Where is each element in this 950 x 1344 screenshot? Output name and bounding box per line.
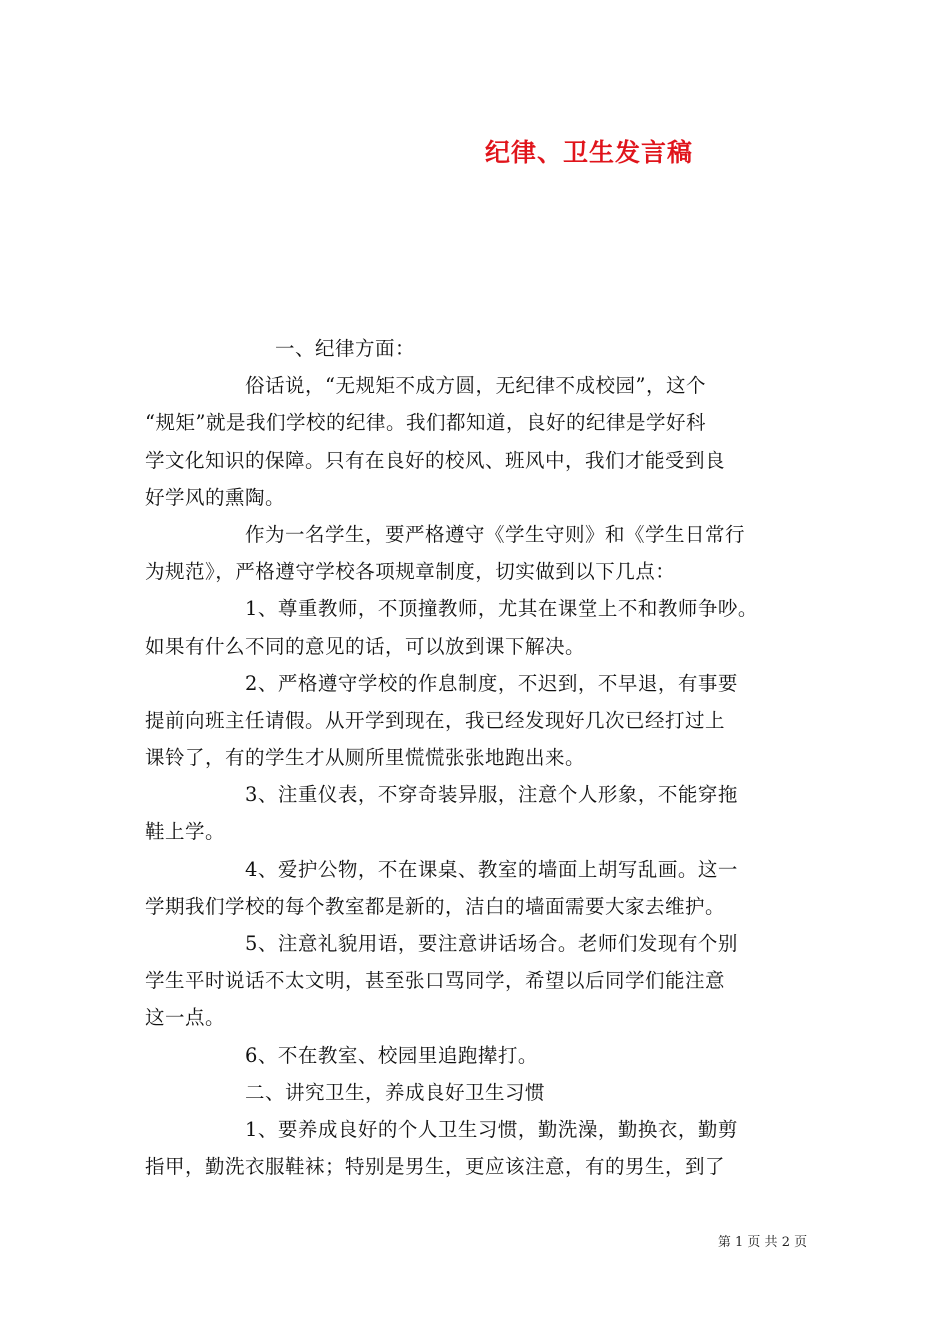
- paragraph-line: 好学风的熏陶。: [145, 485, 286, 509]
- list-item-line: 这一点。: [145, 1006, 226, 1030]
- list-item-line: 1、尊重教师，不顶撞教师，尤其在课堂上不和教师争吵。: [245, 597, 758, 621]
- paragraph-line: 为规范》，严格遵守学校各项规章制度，切实做到以下几点：: [145, 560, 676, 584]
- list-item-line: 课铃了，有的学生才从厕所里慌慌张张地跑出来。: [145, 746, 586, 770]
- list-item-line: 3、注重仪表，不穿奇装异服，注意个人形象，不能穿拖: [245, 783, 738, 807]
- document-body: [145, 330, 817, 1185]
- list-item-line: 2、严格遵守学校的作息制度，不迟到，不早退，有事要: [245, 671, 738, 695]
- list-item-line: 4、爱护公物，不在课桌、教室的墙面上胡写乱画。这一: [245, 857, 738, 881]
- list-item-line: 鞋上学。: [145, 820, 226, 844]
- list-item-line: 6、不在教室、校园里追跑撵打。: [245, 1043, 538, 1067]
- section-heading: 二、讲究卫生，养成良好卫生习惯: [245, 1080, 546, 1104]
- paragraph-line: 学文化知识的保障。只有在良好的校风、班风中，我们才能受到良: [145, 448, 726, 472]
- paragraph-line: 作为一名学生，要严格遵守《学生守则》和《学生日常行: [245, 522, 746, 546]
- section-heading: 一、纪律方面：: [275, 337, 416, 360]
- paragraph-line: “规矩”就是我们学校的纪律。我们都知道，良好的纪律是学好科: [145, 411, 706, 435]
- list-item-line: 指甲，勤洗衣服鞋袜；特别是男生，更应该注意，有的男生，到了: [145, 1155, 726, 1179]
- page-number-footer: 第 1 页 共 2 页: [717, 1235, 808, 1250]
- list-item-line: 如果有什么不同的意见的话，可以放到课下解决。: [145, 634, 586, 658]
- list-item-line: 学期我们学校的每个教室都是新的，洁白的墙面需要大家去维护。: [145, 894, 726, 918]
- paragraph-line: 俗话说，“无规矩不成方圆，无纪律不成校园”，这个: [245, 374, 706, 398]
- list-item-line: 5、注意礼貌用语，要注意讲话场合。老师们发现有个别: [245, 932, 738, 955]
- document-title: 纪律、卫生发言稿: [484, 138, 693, 167]
- list-item-line: 提前向班主任请假。从开学到现在，我已经发现好几次已经打过上: [145, 708, 726, 732]
- list-item-line: 学生平时说话不太文明，甚至张口骂同学，希望以后同学们能注意: [145, 969, 726, 993]
- list-item-line: 1、要养成良好的个人卫生习惯，勤洗澡，勤换衣，勤剪: [245, 1117, 738, 1141]
